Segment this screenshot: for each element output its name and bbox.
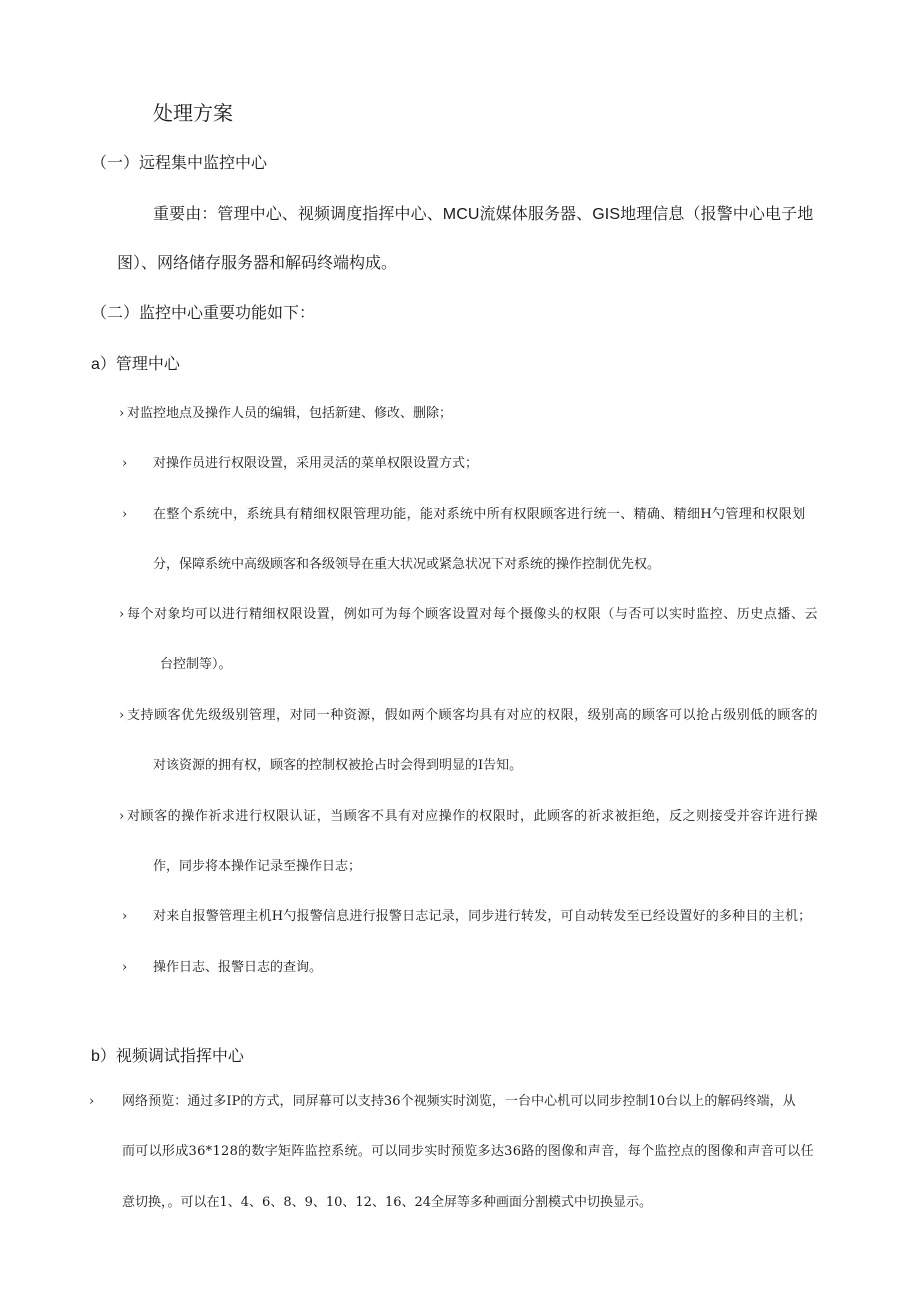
bullet-marker: › <box>122 909 128 924</box>
section-two-heading: （二）监控中心重要功能如下： <box>91 305 316 322</box>
section-one-heading: （一）远程集中监控中心 <box>91 155 268 172</box>
list-item: 对顾客的操作祈求进行权限认证，当顾客不具有对应操作的权限时，此顾客的祈求被拒绝，反之则接受并容许进行操 <box>127 809 819 824</box>
bullet-marker: › <box>119 406 125 421</box>
list-item-continuation: 意切换，。可以在1、4、6、8、9、10、12、16、24全屏等多种画面分割模式中切换显示。 <box>122 1195 653 1210</box>
list-item-continuation: 分，保障系统中高级顾客和各级领导在重大状况或紧急状况下对系统的操作控制优先权。 <box>153 557 661 572</box>
list-item: 网络预览：通过多IP的方式，同屏幕可以支持36个视频实时浏览，一台中心机可以同步控制10台以上的解码终端，从 <box>122 1094 796 1109</box>
bullet-marker: › <box>119 708 125 723</box>
page-title: 处理方案 <box>153 103 233 125</box>
list-item-continuation: 作，同步将本操作记录至操作日志； <box>153 859 362 874</box>
bullet-marker: › <box>89 1094 95 1109</box>
bullet-marker: › <box>122 507 128 522</box>
list-item: 每个对象均可以进行精细权限设置，例如可为每个顾客设置对每个摄像头的权限（与否可以实时监控、历史点播、云 <box>127 607 819 622</box>
bullet-marker: › <box>122 960 128 975</box>
bullet-marker: › <box>119 809 125 824</box>
bullet-marker: › <box>119 607 125 622</box>
list-item: 支持顾客优先级级别管理，对同一种资源，假如两个顾客均具有对应的权限，级别高的顾客可以抢占级别低的顾客的 <box>127 708 819 723</box>
bullet-marker: › <box>122 456 128 471</box>
section-one-body-line: 图）、网络储存服务器和解码终端构成。 <box>117 255 398 272</box>
list-item-continuation: 而可以形成36*128的数字矩阵监控系统。可以同步实时预览多达36路的图像和声音，每个监控点的图像和声音可以任 <box>122 1144 814 1159</box>
list-item-continuation: 对该资源的拥有权，顾客的控制权被抢占时会得到明显的I告知。 <box>153 758 523 773</box>
section-one-body-line: 重要由：管理中心、视频调度指挥中心、MCU流媒体服务器、GIS地理信息（报警中心电子地 <box>153 206 814 223</box>
list-item: 对操作员进行权限设置，采用灵活的菜单权限设置方式； <box>153 456 479 471</box>
list-item-continuation: 台控制等）。 <box>160 657 232 672</box>
subsection-a-heading: a）管理中心 <box>91 356 180 373</box>
list-item: 对监控地点及操作人员的编辑，包括新建、修改、删除； <box>127 406 453 421</box>
list-item: 对来自报警管理主机H勺报警信息进行报警日志记录，同步进行转发，可自动转发至已经设置好的多种目的主机； <box>153 909 812 924</box>
list-item: 操作日志、报警日志的查询。 <box>153 960 323 975</box>
list-item: 在整个系统中，系统具有精细权限管理功能，能对系统中所有权限顾客进行统一、精确、精细H勺管理和权限划 <box>153 507 806 522</box>
subsection-b-heading: b）视频调试指挥中心 <box>91 1048 244 1065</box>
